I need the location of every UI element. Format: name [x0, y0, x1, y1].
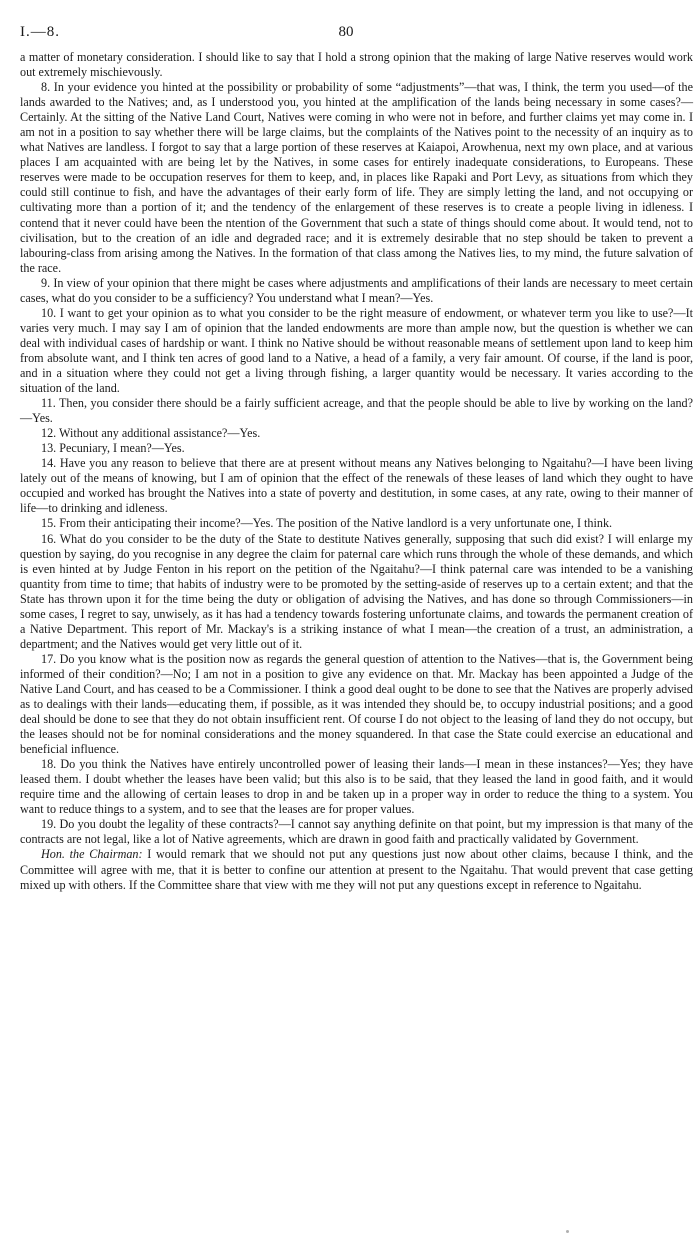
paragraph: 18. Do you think the Natives have entirely uncontrolled power of leasing their lands—I mean in these instances?—Yes; they have leased them. I doubt whether the leases have been valid; but this also is to be said, that they leased the land in good faith, and it would require time and the allowing of certain leases to drop in and be taken up in a proper way in order to reduce the thing to a system. You want to reduce things to a system, and to see that the leases are for proper values.: [20, 757, 693, 817]
document-body: [20, 50, 693, 893]
paragraph: a matter of monetary consideration. I should like to say that I hold a strong opinion that the making of large Native reserves would work out extremely mischievously.: [20, 50, 693, 80]
page-number: 80: [338, 24, 354, 40]
speaker-name: Hon. the Chairman:: [41, 847, 143, 862]
paragraph: 16. What do you consider to be the duty of the State to destitute Natives generally, supposing that such did exist? I will enlarge my question by saying, do you recognise in any degree the claim for paternal care which runs through the whole of these demands, and which is even hinted at by Judge Fenton in his report on the petition of the Ngaitahu?—I think paternal care was intended to be a vanishing quantity from time to time; that habits of industry were to be promoted by the setting-aside of reserves up to a certain extent; and that the State has thrown upon it for the time being the duty or obligation of advising the Natives, and has done so through Commissioners—in some cases, I regret to say, unwisely, as it has had a tendency towards fostering unfortunate claims, and towards the permanent creation of a Native Department. This report of Mr. Mackay's is a striking instance of what I mean—the creation of a trust, an administration, a department; and the Natives would get very little out of it.: [20, 531, 693, 651]
paragraph: 17. Do you know what is the position now as regards the general question of attention to the Natives—that is, the Government being informed of their condition?—No; I am not in a position to give any evidence on that. Mr. Mackay has been appointed a Judge of the Native Land Court, and has ceased to be a Commissioner. I think a good deal ought to be done to see that the Natives are properly advised as to dealings with their lands—educating them, if possible, as it was intended they should be, to occupy industrial positions; and a good deal should be done to see that they do not obtain insufficient rent. Of course I do not object to the leasing of land they do not occupy, but the leases should not be for nominal considerations and the money squandered. In that case the State could exercise an educational and beneficial influence.: [20, 651, 693, 757]
paragraph: 14. Have you any reason to believe that there are at present without means any Natives belonging to Ngaitahu?—I have been living lately out of the means of knowing, but I am of opinion that the effect of the renewals of these leases of land which they ought to have occupied and worked has brought the Natives into a state of poverty and destitution, in some cases, at any rate, owing to their manner of life—to drinking and idleness.: [20, 456, 693, 516]
paragraph: 19. Do you doubt the legality of these contracts?—I cannot say anything definite on that point, but my impression is that many of the contracts are not legal, like a lot of Native agreements, which are drawn in good faith and practically validated by Government.: [20, 817, 693, 847]
chairman-remark-text: I would remark that we should not put any questions just now about other claims, because I think, and the Committee will agree with me, that it is better to confine our attention at present to the Ngaitahu. That would prevent that case getting mixed up with others. If the Committee share that view with me they will not put any questions except in reference to Ngaitahu.: [20, 847, 693, 892]
paragraph: 8. In your evidence you hinted at the possibility or probability of some “adjustments”—that was, I think, the term you used—of the lands awarded to the Natives; and, as I understood you, you hinted at the amplification of the lands being necessary in some cases?—Certainly. At the sitting of the Native Land Court, Natives were coming in who were not in before, and further claims yet may come in. I am not in a position to say whether there will be large claims, but the complaints of the Natives point to the necessity of an inquiry as to what Natives are landless. I forgot to say that a large portion of these reserves at Kaiapoi, Arowhenua, next my own place, and at various places I am acquainted with are being let by the Natives, in some cases for entirely inadequate considerations, to Europeans. These reserves were made to be occupation reserves for them to keep, and, in places like Rapaki and Port Levy, as situations from which they could still continue to fish, and have the advantages of their early form of life. They are simply letting the land, and not occupying or cultivating more than a portion of it; and the tendency of the enlargement of these reserves is to create a people living in idleness. I contend that it never could have been the ntention of the Government that such a state of things should come about. It would tend, not to civilisation, but to the creation of an idle and degraded race; and it is extremely desirable that no step should be taken to prevent a labouring-class from arising among the Natives. In the formation of that class among the Natives lies, to my mind, the future salvation of the race.: [20, 80, 693, 275]
paragraph: 9. In view of your opinion that there might be cases where adjustments and amplifications of their lands are necessary to meet certain cases, what do you consider to be a sufficiency? You understand what I mean?—Yes.: [20, 275, 693, 305]
paragraph: 11. Then, you consider there should be a fairly sufficient acreage, and that the people should be able to live by working on the land?—Yes.: [20, 396, 693, 426]
paragraph: 10. I want to get your opinion as to what you consider to be the right measure of endowment, or whatever term you like to use?—It varies very much. I may say I am of opinion that the landed endowments are more than ample now, but the question is whether we can deal with individual cases of hardship or want. I think no Native should be without reasonable means of settlement upon land to keep him from absolute want, and I think ten acres of good land to a Native, a head of a family, a very fair amount. Of course, if the land is poor, and in a situation where they could not get a living through fishing, a larger quantity would be necessary. It varies according to the situation of the land.: [20, 305, 693, 396]
page-header: [20, 24, 672, 44]
paragraph: 13. Pecuniary, I mean?—Yes.: [41, 441, 185, 456]
scan-speck: [566, 1230, 569, 1233]
chairman-remark: [20, 847, 693, 892]
paragraph: 15. From their anticipating their income?—Yes. The position of the Native landlord is a very unfortunate one, I think.: [41, 516, 613, 531]
document-reference: I.—8.: [20, 24, 60, 40]
paragraph: 12. Without any additional assistance?—Yes.: [41, 426, 261, 441]
